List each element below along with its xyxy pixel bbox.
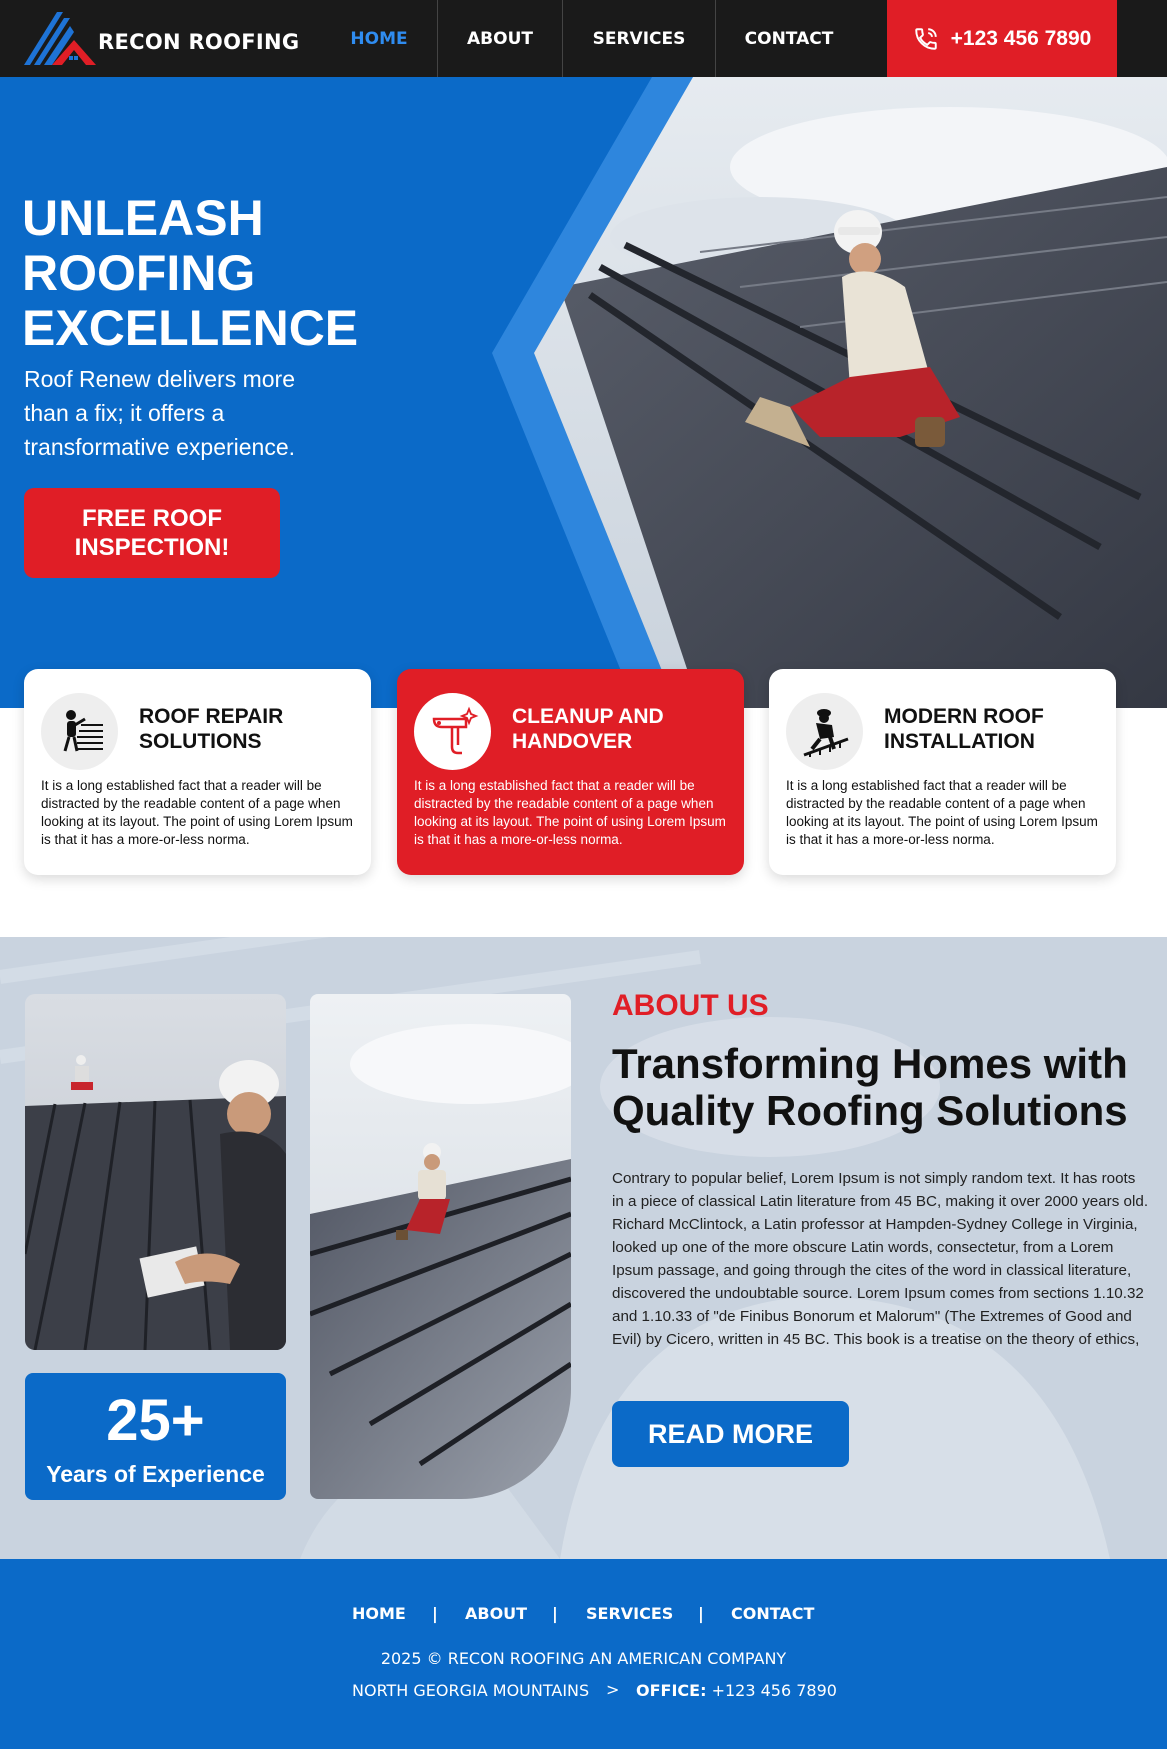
footer <box>0 1559 1167 1749</box>
hero-title: UNLEASH ROOFING EXCELLENCE <box>22 190 359 356</box>
service-description: It is a long established fact that a reader will be distracted by the readable content of a page when looking at its layout. The point of using Lorem Ipsum is that it has a more-or-less norma. <box>414 778 726 847</box>
hero-section <box>0 77 1167 708</box>
nav-services[interactable]: SERVICES <box>592 28 686 49</box>
footer-address: NORTH GEORGIA MOUNTAINS <box>352 1681 590 1700</box>
about-photo-inspector <box>25 994 286 1350</box>
footer-link-home[interactable]: HOME <box>352 1604 406 1623</box>
service-card-roof-repair[interactable] <box>24 669 371 875</box>
about-kicker: ABOUT US <box>612 989 769 1022</box>
service-card-cleanup[interactable] <box>397 669 744 875</box>
roof-installer-icon <box>786 693 863 770</box>
office-label: OFFICE: <box>636 1681 707 1700</box>
phone-button[interactable] <box>887 0 1117 77</box>
service-description: It is a long established fact that a reader will be distracted by the readable content of a page when looking at its layout. The point of using Lorem Ipsum is that it has a more-or-less norma. <box>786 778 1098 847</box>
hero-subtitle: Roof Renew delivers more than a fix; it offers a transformative experience. <box>24 366 296 460</box>
gutter-icon <box>414 693 491 770</box>
nav-home[interactable]: HOME <box>350 28 408 49</box>
experience-value: 25+ <box>106 1388 205 1453</box>
experience-label: Years of Experience <box>46 1461 265 1487</box>
about-photo-roofer <box>310 994 571 1499</box>
footer-separator: | <box>552 1604 558 1623</box>
footer-copyright: 2025 © RECON ROOFING AN AMERICAN COMPANY <box>380 1649 787 1668</box>
footer-link-about[interactable]: ABOUT <box>465 1604 528 1623</box>
top-navbar <box>0 0 1167 77</box>
phone-icon <box>913 26 939 52</box>
service-title: ROOF REPAIR SOLUTIONS <box>139 705 284 753</box>
service-title: CLEANUP AND HANDOVER <box>512 705 664 753</box>
free-inspection-button[interactable]: FREE ROOF INSPECTION! <box>24 488 280 578</box>
nav-about[interactable]: ABOUT <box>467 28 533 49</box>
service-title: MODERN ROOF INSTALLATION <box>884 705 1044 753</box>
footer-office <box>636 1681 837 1700</box>
service-description: It is a long established fact that a reader will be distracted by the readable content of a page when looking at its layout. The point of using Lorem Ipsum is that it has a more-or-less norma. <box>41 778 353 847</box>
about-title: Transforming Homes with Quality Roofing Solutions <box>612 1040 1128 1134</box>
office-phone[interactable]: +123 456 7890 <box>711 1681 837 1700</box>
brand-name[interactable]: RECON ROOFING <box>98 30 300 54</box>
nav-contact[interactable]: CONTACT <box>744 28 834 49</box>
logo-icon[interactable] <box>22 10 102 70</box>
footer-separator: | <box>698 1604 704 1623</box>
chevron-right-icon: > <box>606 1680 620 1699</box>
roof-worker-icon <box>41 693 118 770</box>
footer-separator: | <box>432 1604 438 1623</box>
footer-link-contact[interactable]: CONTACT <box>731 1604 815 1623</box>
about-text: Contrary to popular belief, Lorem Ipsum is not simply random text. It has roots in a piece of classical Latin literature from 45 BC, making it over 2000 years old. Richard McClintock, a Latin professor at Hampden-Sydney College in Virginia, looked up one of the more obscure Latin words, consectetur, from a Lorem Ipsum passage, and going through the cites of the word in classical literature, discovered the undoubtable source. Lorem Ipsum comes from sections 1.10.32 and 1.10.33 of "de Finibus Bonorum et Malorum" (The Extremes of Good and Evil) by Cicero, written in 45 BC. This book is a treatise on the theory of ethics, <box>612 1170 1149 1348</box>
read-more-button[interactable]: READ MORE <box>612 1401 849 1467</box>
about-section <box>0 937 1167 1559</box>
experience-badge <box>25 1373 286 1500</box>
phone-number: +123 456 7890 <box>950 26 1092 50</box>
service-card-installation[interactable] <box>769 669 1116 875</box>
footer-link-services[interactable]: SERVICES <box>586 1604 674 1623</box>
